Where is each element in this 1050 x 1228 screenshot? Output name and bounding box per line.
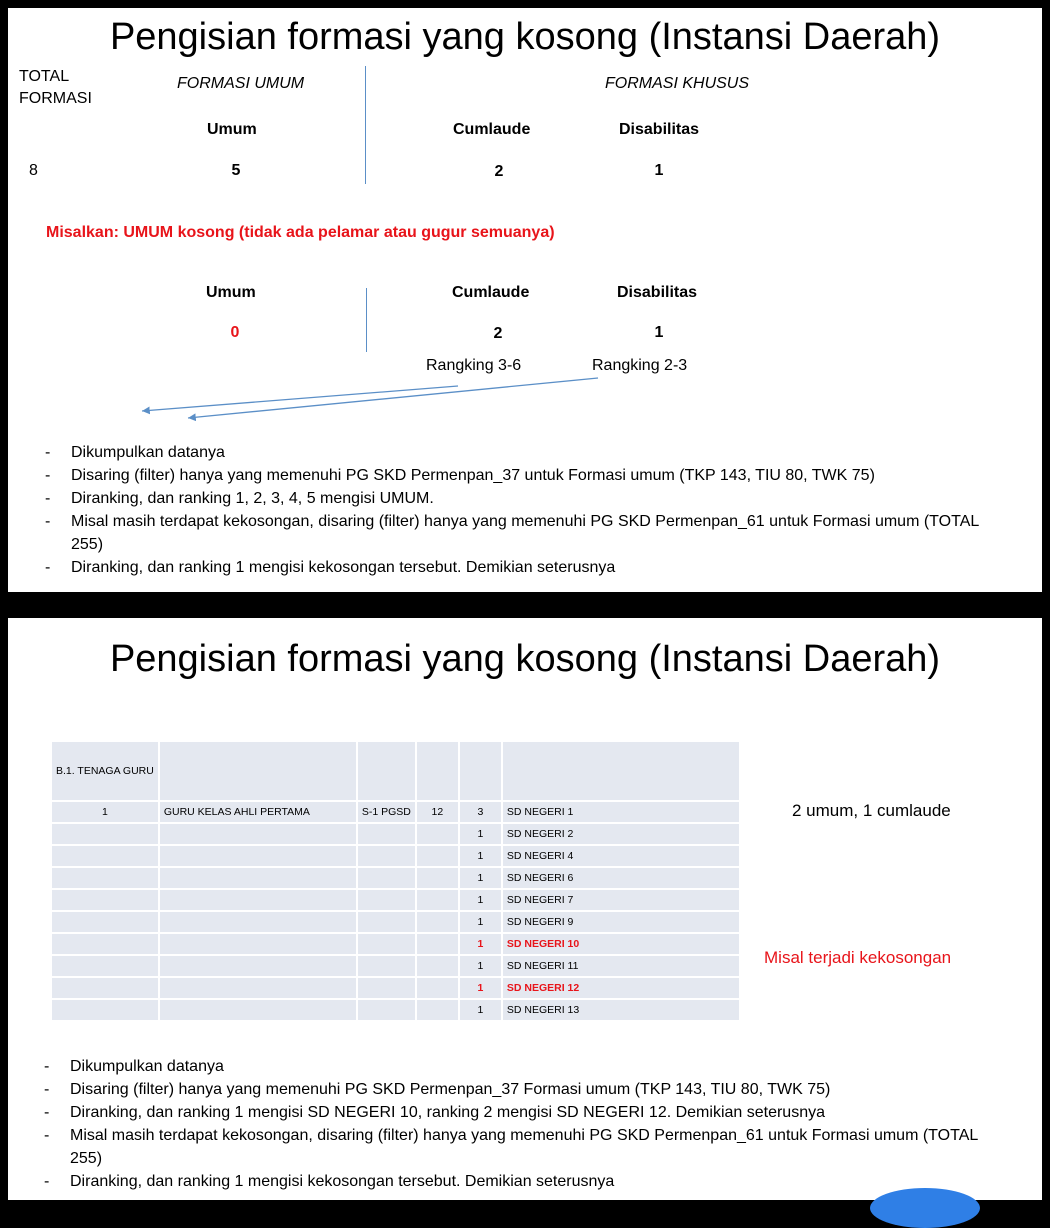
cell-total: [417, 934, 458, 954]
cumlaude-value: 2: [494, 163, 504, 180]
cell-jabatan: GURU KELAS AHLI PERTAMA: [160, 802, 356, 822]
slide-2: [8, 618, 1042, 1200]
cell-pendidikan: [358, 912, 415, 932]
step-item: - Diranking, dan ranking 1 mengisi kekosongan tersebut. Demikian seterusnya: [44, 1170, 1004, 1193]
ex-umum-value: 0: [230, 324, 240, 341]
cell-jabatan: [160, 846, 356, 866]
cell-total: 12: [417, 802, 458, 822]
table-section-row: [52, 742, 739, 800]
rank-disabilitas-label: Rangking 2-3: [592, 357, 688, 374]
cell-qty: 1: [460, 934, 501, 954]
cell-pendidikan: [358, 978, 415, 998]
cell-total: [417, 912, 458, 932]
slide-2-title: Pengisian formasi yang kosong (Instansi Daerah): [109, 638, 941, 680]
slide-1: [8, 8, 1042, 592]
cell-qty: 1: [460, 1000, 501, 1020]
step-item: - Misal masih terdapat kekosongan, disaring (filter) hanya yang memenuhi PG SKD Permenpan_61 untuk Formasi umum (TOTAL 255): [45, 510, 1005, 556]
cell-lokasi: SD NEGERI 9: [503, 912, 739, 932]
cell-pendidikan: [358, 824, 415, 844]
cell-qty: 1: [460, 956, 501, 976]
cell-total: [417, 824, 458, 844]
total-label-line2: FORMASI: [19, 90, 92, 107]
ex-cumlaude-value: 2: [493, 325, 503, 342]
step-item: - Disaring (filter) hanya yang memenuhi PG SKD Permenpan_37 Formasi umum (TKP 143, TIU 80, TWK 75): [44, 1078, 1004, 1101]
cell-qty: 1: [460, 868, 501, 888]
col-disabilitas: Disabilitas: [619, 121, 700, 138]
cell-qty: 1: [460, 824, 501, 844]
cell-no: 1: [52, 802, 158, 822]
cell-no: [52, 846, 158, 866]
cell-total: [417, 1000, 458, 1020]
cell-total: [417, 978, 458, 998]
total-value: 8: [29, 162, 38, 179]
formasi-umum-header: FORMASI UMUM: [177, 75, 305, 92]
cell-lokasi: SD NEGERI 6: [503, 868, 739, 888]
ex-col-disabilitas: Disabilitas: [617, 284, 698, 301]
cell-pendidikan: S-1 PGSD: [358, 802, 415, 822]
cell-jabatan: [160, 956, 356, 976]
table-row: [52, 824, 739, 844]
example-text: Misalkan: UMUM kosong (tidak ada pelamar atau gugur semuanya): [46, 224, 555, 241]
slide-1-steps: [45, 441, 1005, 579]
cell-qty: 3: [460, 802, 501, 822]
cell-lokasi: SD NEGERI 12: [503, 978, 739, 998]
table-row: [52, 890, 739, 910]
table-row: [52, 802, 739, 822]
table-row: [52, 846, 739, 866]
cell-pendidikan: [358, 956, 415, 976]
cell-qty: 1: [460, 978, 501, 998]
cell-jabatan: [160, 912, 356, 932]
step-item: - Diranking, dan ranking 1 mengisi kekosongan tersebut. Demikian seterusnya: [45, 556, 1005, 579]
cell-lokasi: SD NEGERI 7: [503, 890, 739, 910]
cell-pendidikan: [358, 890, 415, 910]
note-vacancy: Misal terjadi kekosongan: [764, 948, 952, 967]
col-umum: Umum: [207, 121, 257, 138]
ex-col-cumlaude: Cumlaude: [452, 284, 530, 301]
cell-no: [52, 824, 158, 844]
cell-jabatan: [160, 1000, 356, 1020]
note-row1: 2 umum, 1 cumlaude: [792, 801, 951, 820]
disabilitas-value: 1: [654, 162, 664, 179]
umum-value: 5: [231, 162, 241, 179]
table-row: [52, 912, 739, 932]
cell-lokasi: SD NEGERI 1: [503, 802, 739, 822]
cell-pendidikan: [358, 868, 415, 888]
table-row: [52, 956, 739, 976]
table-row: [52, 868, 739, 888]
step-item: - Diranking, dan ranking 1, 2, 3, 4, 5 mengisi UMUM.: [45, 487, 1005, 510]
table-row: [52, 978, 739, 998]
cell-total: [417, 956, 458, 976]
cell-jabatan: [160, 934, 356, 954]
cell-lokasi: SD NEGERI 10: [503, 934, 739, 954]
cell-no: [52, 1000, 158, 1020]
cell-pendidikan: [358, 1000, 415, 1020]
cell-pendidikan: [358, 846, 415, 866]
step-item: - Dikumpulkan datanya: [44, 1055, 1004, 1078]
slide-1-title: Pengisian formasi yang kosong (Instansi Daerah): [109, 16, 941, 58]
cell-total: [417, 846, 458, 866]
cell-total: [417, 868, 458, 888]
ex-disabilitas-value: 1: [654, 324, 664, 341]
step-item: - Misal masih terdapat kekosongan, disaring (filter) hanya yang memenuhi PG SKD Permenpan_61 untuk Formasi umum (TOTAL 255): [44, 1124, 1004, 1170]
cell-total: [417, 890, 458, 910]
cell-no: [52, 934, 158, 954]
cell-qty: 1: [460, 890, 501, 910]
cell-no: [52, 912, 158, 932]
formasi-khusus-header: FORMASI KHUSUS: [605, 75, 750, 92]
cell-lokasi: SD NEGERI 11: [503, 956, 739, 976]
slide-2-steps: [44, 1055, 1004, 1193]
table-row: [52, 1000, 739, 1020]
cell-lokasi: SD NEGERI 13: [503, 1000, 739, 1020]
cell-no: [52, 868, 158, 888]
formation-table: [50, 740, 741, 1022]
table-row: [52, 934, 739, 954]
cell-no: [52, 978, 158, 998]
rank-cumlaude-label: Rangking 3-6: [426, 357, 522, 374]
cell-qty: 1: [460, 912, 501, 932]
cell-pendidikan: [358, 934, 415, 954]
floating-action-button[interactable]: [870, 1188, 980, 1228]
cell-no: [52, 890, 158, 910]
cell-jabatan: [160, 824, 356, 844]
arrow-disabilitas-to-umum: [188, 378, 598, 418]
step-item: - Diranking, dan ranking 1 mengisi SD NEGERI 10, ranking 2 mengisi SD NEGERI 12. Demikian seterusnya: [44, 1101, 1004, 1124]
step-item: - Dikumpulkan datanya: [45, 441, 1005, 464]
cell-lokasi: SD NEGERI 2: [503, 824, 739, 844]
step-item: - Disaring (filter) hanya yang memenuhi PG SKD Permenpan_37 untuk Formasi umum (TKP 143, TIU 80, TWK 75): [45, 464, 1005, 487]
cell-lokasi: SD NEGERI 4: [503, 846, 739, 866]
total-label-line1: TOTAL: [19, 68, 70, 85]
cell-qty: 1: [460, 846, 501, 866]
section-label: B.1. TENAGA GURU: [52, 742, 158, 800]
ex-col-umum: Umum: [206, 284, 256, 301]
cell-jabatan: [160, 868, 356, 888]
cell-no: [52, 956, 158, 976]
col-cumlaude: Cumlaude: [453, 121, 531, 138]
cell-jabatan: [160, 978, 356, 998]
cell-jabatan: [160, 890, 356, 910]
